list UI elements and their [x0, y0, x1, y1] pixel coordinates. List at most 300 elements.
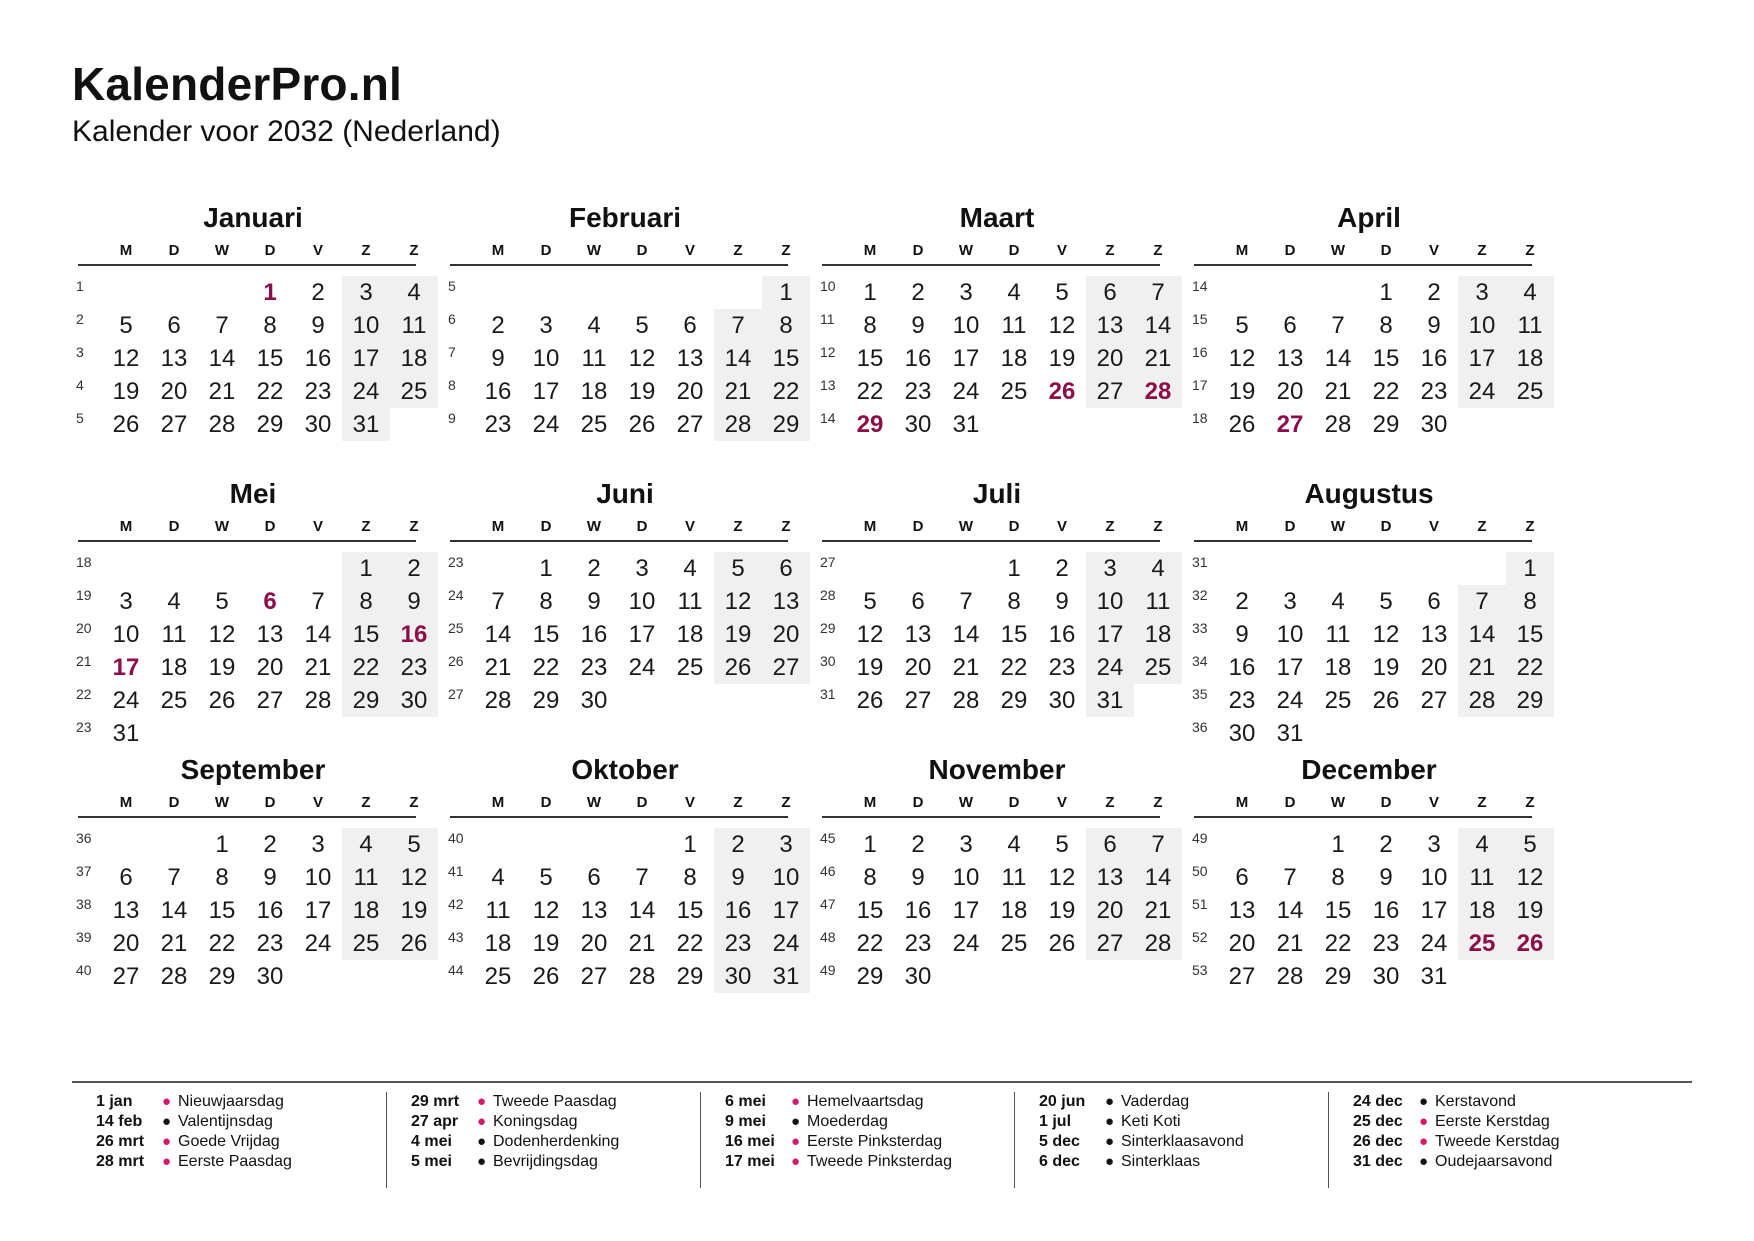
week-number: 18: [76, 554, 92, 570]
weekday-label: W: [214, 518, 230, 535]
month-title: Augustus: [1304, 478, 1434, 509]
day-cell: 4: [1331, 588, 1345, 615]
day-cell: 28: [952, 687, 980, 714]
day-cell: 13: [1420, 621, 1448, 648]
day-cell: 1: [1379, 279, 1393, 306]
day-cell: 14: [160, 897, 188, 924]
day-cell: 16: [580, 621, 608, 648]
day-cell: 14: [952, 621, 980, 648]
week-number: 17: [1192, 377, 1208, 393]
week-number: 50: [1192, 863, 1208, 879]
week-number: 23: [76, 719, 92, 735]
day-cell: 3: [959, 831, 973, 858]
day-cell: 12: [1516, 864, 1544, 891]
day-cell: 7: [1331, 312, 1345, 339]
legend-item: [387, 1152, 699, 1172]
weekday-label: W: [1330, 518, 1346, 535]
day-cell: 29: [1324, 963, 1352, 990]
day-cell: 26: [532, 963, 560, 990]
legend-name: Eerste Pinksterdag: [807, 1133, 943, 1150]
weekday-label: D: [1284, 794, 1296, 811]
day-cell: 14: [1276, 897, 1304, 924]
day-cell: 16: [1372, 897, 1400, 924]
day-cell: 8: [779, 312, 793, 339]
day-cell: 9: [407, 588, 421, 615]
week-number: 12: [820, 344, 836, 360]
day-cell: 11: [1517, 312, 1543, 339]
day-cell: 20: [160, 378, 188, 405]
day-cell: 15: [856, 897, 884, 924]
day-cell: 4: [491, 864, 505, 891]
day-cell: 21: [160, 930, 188, 957]
day-cell: 3: [359, 279, 373, 306]
day-cell: 14: [1144, 312, 1172, 339]
holiday-dot-icon: ●: [791, 1093, 801, 1110]
day-cell: 3: [311, 831, 325, 858]
day-cell: 8: [359, 588, 373, 615]
day-cell: 16: [1420, 345, 1448, 372]
weekday-rule: [78, 540, 416, 542]
day-cell: 20: [1228, 930, 1256, 957]
weekday-label: Z: [1105, 518, 1115, 535]
month-title: Maart: [959, 202, 1035, 233]
day-cell: 17: [952, 345, 980, 372]
day-cell: 14: [628, 897, 656, 924]
day-cell: 16: [1228, 654, 1256, 681]
day-cell: 24: [772, 930, 800, 957]
day-cell: 5: [1379, 588, 1393, 615]
day-cell: 3: [539, 312, 553, 339]
day-cell: 11: [1469, 864, 1495, 891]
day-cell: 10: [952, 864, 980, 891]
weekday-label: M: [119, 794, 133, 811]
legend-date: 26 mrt: [96, 1133, 145, 1150]
legend-name: Hemelvaartsdag: [807, 1093, 924, 1110]
day-cell: 28: [724, 411, 752, 438]
day-cell: 4: [1007, 831, 1021, 858]
day-cell: 25: [160, 687, 188, 714]
day-cell: 26: [856, 687, 884, 714]
holiday-day: 26: [1516, 930, 1544, 957]
legend-item: [1329, 1092, 1641, 1112]
day-cell: 2: [407, 555, 421, 582]
legend-item: [387, 1112, 699, 1132]
day-cell: 25: [1000, 930, 1028, 957]
weekday-label: Z: [733, 518, 743, 535]
day-cell: 17: [1468, 345, 1496, 372]
day-cell: 6: [911, 588, 925, 615]
week-number: 14: [820, 410, 836, 426]
day-cell: 6: [779, 555, 793, 582]
day-cell: 14: [1468, 621, 1496, 648]
day-cell: 3: [1283, 588, 1297, 615]
observance-dot-icon: ●: [1105, 1133, 1115, 1150]
day-cell: 21: [304, 654, 332, 681]
weekday-label: D: [1284, 518, 1296, 535]
day-cell: 31: [772, 963, 800, 990]
week-number: 52: [1192, 929, 1208, 945]
day-cell: 17: [1420, 897, 1448, 924]
day-cell: 9: [1055, 588, 1069, 615]
day-cell: 8: [683, 864, 697, 891]
day-cell: 10: [952, 312, 980, 339]
day-cell: 4: [587, 312, 601, 339]
day-cell: 15: [208, 897, 236, 924]
day-cell: 11: [401, 312, 427, 339]
holiday-day: 29: [856, 411, 884, 438]
day-cell: 13: [1228, 897, 1256, 924]
legend-item: [1015, 1132, 1327, 1152]
day-cell: 25: [1144, 654, 1172, 681]
day-cell: 5: [407, 831, 421, 858]
day-cell: 17: [304, 897, 332, 924]
month-maart: [792, 200, 1172, 450]
day-cell: 3: [959, 279, 973, 306]
legend-item: [1015, 1112, 1327, 1132]
day-cell: 30: [904, 963, 932, 990]
weekday-label: Z: [1525, 794, 1535, 811]
weekday-label: V: [1428, 794, 1439, 811]
day-cell: 1: [779, 279, 793, 306]
day-cell: 16: [304, 345, 332, 372]
legend-column: [1014, 1092, 1327, 1188]
day-cell: 28: [1324, 411, 1352, 438]
day-cell: 10: [352, 312, 380, 339]
legend-date: 5 mei: [411, 1153, 452, 1170]
holiday-day: 1: [263, 279, 277, 306]
holiday-day: 27: [1276, 411, 1304, 438]
day-cell: 15: [676, 897, 704, 924]
day-cell: 15: [856, 345, 884, 372]
month-title: April: [1337, 202, 1401, 233]
day-cell: 1: [863, 279, 877, 306]
weekday-label: Z: [781, 242, 791, 259]
day-cell: 12: [1228, 345, 1256, 372]
day-cell: 13: [772, 588, 800, 615]
day-cell: 18: [580, 378, 608, 405]
day-cell: 2: [1427, 279, 1441, 306]
week-number: 36: [76, 830, 92, 846]
weekday-label: D: [636, 794, 648, 811]
day-cell: 1: [683, 831, 697, 858]
day-cell: 5: [1235, 312, 1249, 339]
day-cell: 29: [256, 411, 284, 438]
day-cell: 9: [587, 588, 601, 615]
weekday-label: V: [1056, 518, 1067, 535]
week-number: 18: [1192, 410, 1208, 426]
week-number: 34: [1192, 653, 1208, 669]
day-cell: 12: [724, 588, 752, 615]
day-cell: 29: [1372, 411, 1400, 438]
day-cell: 29: [532, 687, 560, 714]
day-cell: 1: [539, 555, 553, 582]
day-cell: 31: [952, 411, 980, 438]
day-cell: 14: [724, 345, 752, 372]
day-cell: 9: [491, 345, 505, 372]
day-cell: 23: [904, 930, 932, 957]
day-cell: 7: [167, 864, 181, 891]
day-cell: 25: [484, 963, 512, 990]
legend-name: Eerste Kerstdag: [1435, 1113, 1550, 1130]
day-cell: 30: [580, 687, 608, 714]
weekday-label: Z: [1153, 794, 1163, 811]
day-cell: 22: [856, 378, 884, 405]
day-cell: 26: [1372, 687, 1400, 714]
month-juli: [792, 476, 1172, 726]
week-number: 28: [820, 587, 836, 603]
week-number: 37: [76, 863, 92, 879]
day-cell: 7: [1475, 588, 1489, 615]
day-cell: 12: [628, 345, 656, 372]
legend-column: [72, 1092, 384, 1188]
day-cell: 11: [161, 621, 187, 648]
day-cell: 20: [1276, 378, 1304, 405]
day-cell: 30: [1228, 720, 1256, 747]
day-cell: 30: [1372, 963, 1400, 990]
week-number: 20: [76, 620, 92, 636]
day-cell: 15: [352, 621, 380, 648]
day-cell: 2: [1235, 588, 1249, 615]
month-title: December: [1301, 754, 1437, 785]
day-cell: 27: [676, 411, 704, 438]
week-number: 46: [820, 863, 836, 879]
weekday-label: M: [119, 242, 133, 259]
weekday-label: D: [1008, 242, 1020, 259]
weekday-label: V: [684, 242, 695, 259]
day-cell: 23: [484, 411, 512, 438]
month-mei: [48, 476, 428, 747]
day-cell: 16: [484, 378, 512, 405]
month-februari: [420, 200, 800, 450]
weekday-rule: [78, 816, 416, 818]
day-cell: 20: [1096, 897, 1124, 924]
day-cell: 20: [1096, 345, 1124, 372]
day-cell: 25: [1324, 687, 1352, 714]
day-cell: 5: [539, 864, 553, 891]
weekday-label: Z: [1525, 242, 1535, 259]
day-cell: 24: [1420, 930, 1448, 957]
day-cell: 8: [863, 312, 877, 339]
weekday-rule: [450, 816, 788, 818]
day-cell: 18: [1000, 897, 1028, 924]
day-cell: 9: [911, 312, 925, 339]
weekday-label: D: [1380, 518, 1392, 535]
week-number: 29: [820, 620, 836, 636]
weekday-label: M: [863, 518, 877, 535]
day-cell: 27: [772, 654, 800, 681]
weekday-rule: [822, 264, 1160, 266]
legend-date: 16 mei: [725, 1133, 775, 1150]
day-cell: 29: [208, 963, 236, 990]
day-cell: 3: [779, 831, 793, 858]
week-number: 40: [448, 830, 464, 846]
day-cell: 20: [904, 654, 932, 681]
weekday-label: M: [1235, 518, 1249, 535]
weekday-label: M: [119, 518, 133, 535]
day-cell: 15: [1516, 621, 1544, 648]
month-title: Januari: [203, 202, 303, 233]
day-cell: 6: [119, 864, 133, 891]
week-number: 23: [448, 554, 464, 570]
week-number: 45: [820, 830, 836, 846]
legend-date: 28 mrt: [96, 1153, 145, 1170]
legend-item: [387, 1092, 699, 1112]
day-cell: 1: [359, 555, 373, 582]
day-cell: 21: [1468, 654, 1496, 681]
month-title: Oktober: [571, 754, 679, 785]
holiday-dot-icon: ●: [162, 1093, 172, 1110]
month-title: November: [928, 754, 1066, 785]
day-cell: 11: [581, 345, 607, 372]
holiday-day: 25: [1468, 930, 1496, 957]
day-cell: 27: [160, 411, 188, 438]
day-cell: 19: [724, 621, 752, 648]
day-cell: 7: [215, 312, 229, 339]
day-cell: 12: [1048, 864, 1076, 891]
day-cell: 18: [400, 345, 428, 372]
day-cell: 18: [1516, 345, 1544, 372]
day-cell: 16: [724, 897, 752, 924]
day-cell: 24: [1276, 687, 1304, 714]
day-cell: 7: [1151, 831, 1165, 858]
weekday-label: D: [264, 242, 276, 259]
day-cell: 1: [863, 831, 877, 858]
day-cell: 30: [904, 411, 932, 438]
week-number: 7: [448, 344, 456, 360]
day-cell: 28: [160, 963, 188, 990]
weekday-label: V: [684, 518, 695, 535]
day-cell: 2: [1379, 831, 1393, 858]
day-cell: 20: [112, 930, 140, 957]
day-cell: 4: [683, 555, 697, 582]
weekday-label: Z: [781, 518, 791, 535]
day-cell: 11: [485, 897, 511, 924]
legend-item: [1015, 1152, 1327, 1172]
day-cell: 17: [1276, 654, 1304, 681]
weekday-rule: [1194, 540, 1532, 542]
day-cell: 18: [160, 654, 188, 681]
weekday-label: Z: [1477, 794, 1487, 811]
day-cell: 5: [119, 312, 133, 339]
legend-item: [701, 1152, 1013, 1172]
weekday-label: D: [636, 242, 648, 259]
day-cell: 24: [1468, 378, 1496, 405]
day-cell: 26: [628, 411, 656, 438]
legend-date: 9 mei: [725, 1113, 766, 1130]
day-cell: 4: [1475, 831, 1489, 858]
day-cell: 10: [112, 621, 140, 648]
day-cell: 10: [304, 864, 332, 891]
day-cell: 14: [304, 621, 332, 648]
day-cell: 18: [1000, 345, 1028, 372]
day-cell: 31: [352, 411, 380, 438]
day-cell: 14: [208, 345, 236, 372]
observance-dot-icon: ●: [477, 1133, 487, 1150]
day-cell: 18: [676, 621, 704, 648]
day-cell: 29: [676, 963, 704, 990]
weekday-label: D: [1380, 242, 1392, 259]
day-cell: 29: [856, 963, 884, 990]
day-cell: 7: [731, 312, 745, 339]
weekday-label: W: [958, 518, 974, 535]
day-cell: 22: [676, 930, 704, 957]
week-number: 40: [76, 962, 92, 978]
day-cell: 3: [1427, 831, 1441, 858]
legend-name: Nieuwjaarsdag: [178, 1093, 284, 1110]
day-cell: 19: [532, 930, 560, 957]
day-cell: 23: [304, 378, 332, 405]
legend-name: Tweede Paasdag: [493, 1093, 617, 1110]
day-cell: 21: [1144, 897, 1172, 924]
day-cell: 6: [1283, 312, 1297, 339]
week-number: 39: [76, 929, 92, 945]
day-cell: 5: [215, 588, 229, 615]
weekday-rule: [450, 540, 788, 542]
day-cell: 20: [1420, 654, 1448, 681]
day-cell: 21: [628, 930, 656, 957]
day-cell: 30: [256, 963, 284, 990]
weekday-rule: [822, 540, 1160, 542]
week-number: 51: [1192, 896, 1208, 912]
day-cell: 22: [856, 930, 884, 957]
day-cell: 23: [1372, 930, 1400, 957]
day-cell: 11: [677, 588, 703, 615]
weekday-label: Z: [733, 794, 743, 811]
day-cell: 22: [208, 930, 236, 957]
legend-date: 27 apr: [411, 1113, 459, 1130]
observance-dot-icon: ●: [162, 1113, 172, 1130]
day-cell: 6: [1103, 279, 1117, 306]
day-cell: 22: [532, 654, 560, 681]
day-cell: 17: [628, 621, 656, 648]
day-cell: 24: [112, 687, 140, 714]
week-number: 44: [448, 962, 464, 978]
week-number: 16: [1192, 344, 1208, 360]
legend-name: Moederdag: [807, 1113, 888, 1130]
day-cell: 29: [772, 411, 800, 438]
legend-item: [701, 1092, 1013, 1112]
day-cell: 17: [952, 897, 980, 924]
legend-item: [1329, 1132, 1641, 1152]
weekday-label: D: [1380, 794, 1392, 811]
week-number: 22: [76, 686, 92, 702]
day-cell: 12: [1372, 621, 1400, 648]
day-cell: 8: [863, 864, 877, 891]
day-cell: 8: [1379, 312, 1393, 339]
weekday-label: D: [1284, 242, 1296, 259]
week-number: 4: [76, 377, 84, 393]
weekday-label: M: [863, 242, 877, 259]
weekday-label: Z: [1105, 242, 1115, 259]
day-cell: 30: [724, 963, 752, 990]
weekday-label: W: [214, 242, 230, 259]
day-cell: 22: [1000, 654, 1028, 681]
weekday-label: D: [168, 794, 180, 811]
day-cell: 9: [1379, 864, 1393, 891]
day-cell: 13: [676, 345, 704, 372]
holiday-dot-icon: ●: [162, 1133, 172, 1150]
day-cell: 22: [1324, 930, 1352, 957]
legend-name: Valentijnsdag: [178, 1113, 273, 1130]
day-cell: 17: [1096, 621, 1124, 648]
weekday-label: W: [214, 794, 230, 811]
holiday-dot-icon: ●: [791, 1153, 801, 1170]
weekday-label: M: [1235, 794, 1249, 811]
day-cell: 24: [628, 654, 656, 681]
legend-date: 5 dec: [1039, 1133, 1080, 1150]
month-title: Mei: [229, 478, 277, 509]
day-cell: 27: [1096, 378, 1124, 405]
